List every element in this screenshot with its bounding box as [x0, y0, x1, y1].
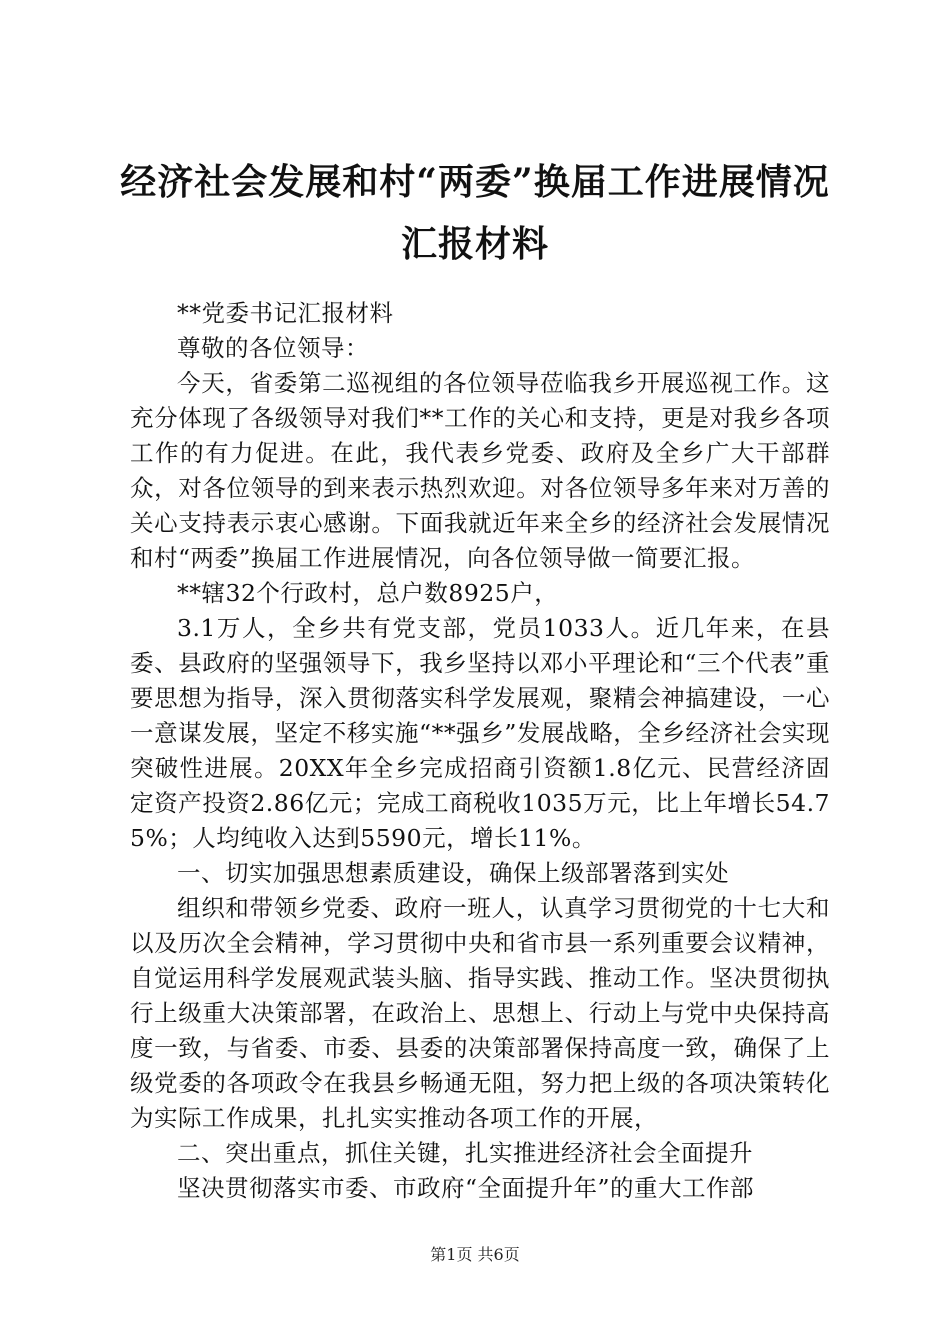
- section-heading-2: 二、突出重点，抓住关键，扎实推进经济社会全面提升: [177, 1139, 753, 1167]
- document-title-line-2: 汇报材料: [400, 223, 549, 265]
- overview-paragraph-1: **辖32个行政村，总户数8925户，: [177, 579, 559, 607]
- intro-paragraph: 今天，省委第二巡视组的各位领导莅临我乡开展巡视工作。这充分体现了各级领导对我们**工作的关心和支持，更是对我乡各项工作的有力促进。在此，我代表乡党委、政府及全乡广大干部群众，对各位领导的到来表示热烈欢迎。对各位领导多年来对万善的关心支持表示衷心感谢。下面我就近年来全乡的经济社会发展情况和村“两委”换届工作进展情况，向各位领导做一简要汇报。: [130, 369, 830, 572]
- section-2-paragraph: 坚决贯彻落实市委、市政府“全面提升年”的重大工作部: [177, 1174, 755, 1202]
- author-line: **党委书记汇报材料: [177, 299, 394, 327]
- salutation: 尊敬的各位领导：: [177, 334, 369, 362]
- page-number-footer: 第1页 共6页: [430, 1245, 520, 1264]
- section-1-paragraph: 组织和带领乡党委、政府一班人，认真学习贯彻党的十七大和以及历次全会精神，学习贯彻中央和省市县一系列重要会议精神，自觉运用科学发展观武装头脑、指导实践、推动工作。坚决贯彻执行上级重大决策部署，在政治上、思想上、行动上与党中央保持高度一致，与省委、市委、县委的决策部署保持高度一致，确保了上级党委的各项政令在我县乡畅通无阻，努力把上级的各项决策转化为实际工作成果，扎扎实实推动各项工作的开展，: [130, 894, 830, 1132]
- document-title-line-1: 经济社会发展和村“两委”换届工作进展情况: [120, 161, 830, 203]
- section-heading-1: 一、切实加强思想素质建设，确保上级部署落到实处: [177, 859, 729, 887]
- overview-paragraph-2: 3.1万人，全乡共有党支部，党员1033人。近几年来，在县委、县政府的坚强领导下，我乡坚持以邓小平理论和“三个代表”重要思想为指导，深入贯彻落实科学发展观，聚精会神搞建设，一心一意谋发展，坚定不移实施“**强乡”发展战略，全乡经济社会实现突破性进展。20XX年全乡完成招商引资额1.8亿元、民营经济固定资产投资2.86亿元；完成工商税收1035万元，比上年增长54.75%；人均纯收入达到5590元，增长11%。: [130, 614, 830, 852]
- document-body: [130, 296, 830, 1206]
